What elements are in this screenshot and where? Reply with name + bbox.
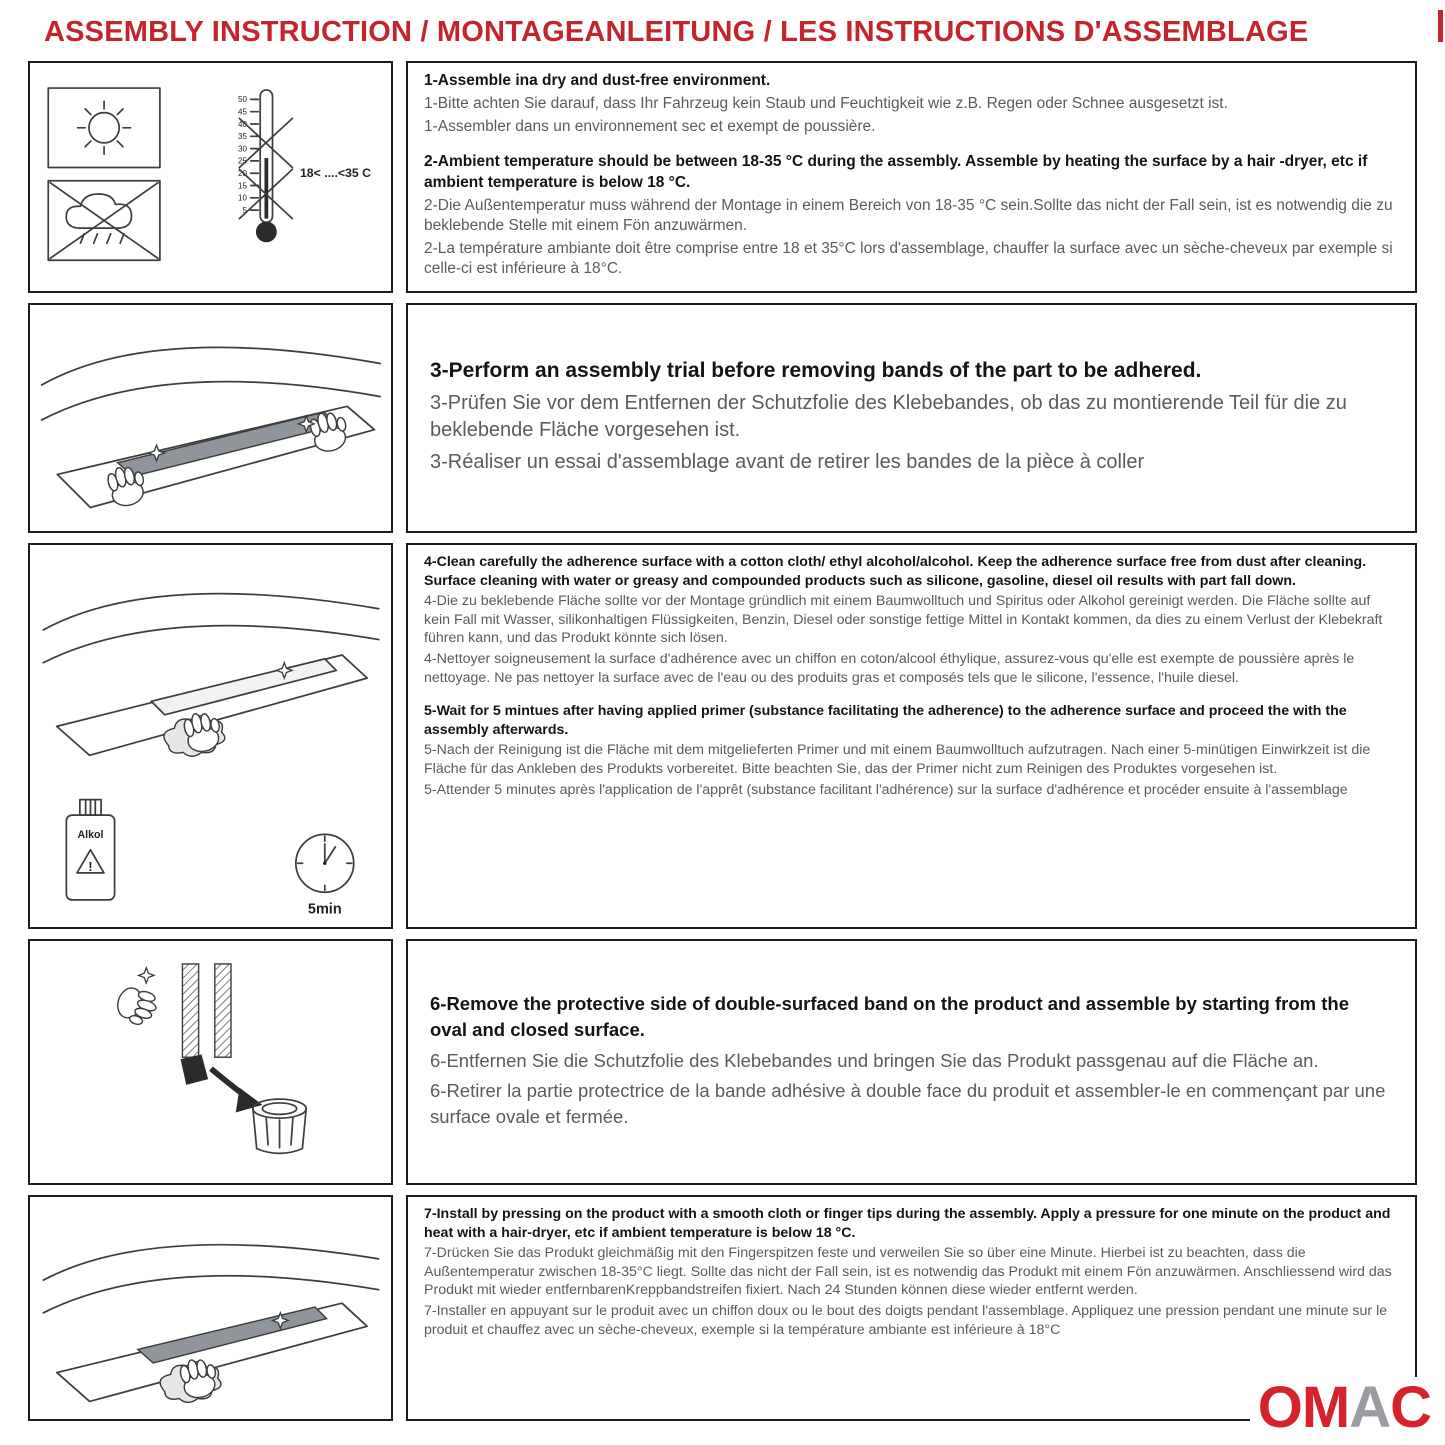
clock-icon — [295, 834, 353, 917]
illustration-box-peel — [28, 939, 393, 1185]
arrow-down-icon — [235, 1088, 262, 1113]
instruction-paragraph: 4-Clean carefully the adherence surface with a cotton cloth/ ethyl alcohol/alcohol. Keep the adherence surface free from dust after cleaning. Surface cleaning with water or greasy and compounded products such as silicone, gasoline, diesel oil results with part fall down. — [424, 554, 1367, 589]
section-row-environment — [28, 61, 1417, 293]
svg-text:50: 50 — [237, 95, 247, 105]
svg-text:30: 30 — [237, 144, 247, 154]
door-sill-trim — [137, 1307, 326, 1363]
instruction-text-steps-1-2 — [406, 61, 1417, 293]
header-accent-bar — [1438, 10, 1443, 42]
svg-text:40: 40 — [237, 119, 247, 129]
clock-label: 5min — [307, 901, 342, 918]
svg-text:5: 5 — [241, 205, 247, 215]
instruction-paragraph: 2-La température ambiante doit être comprise entre 18 et 35°C lors d'assemblage, chauffer la surface avec un sèche-cheveux par exemple si celle-ci est inférieure à 18°C. — [424, 239, 1393, 278]
instruction-paragraph: 7-Drücken Sie das Produkt gleichmäßig mit den Fingerspitzen feste und verweilen Sie so über eine Minute. Hierbei ist zu beachten, dass die Außentemperatur zwischen 18-35°C liegt. Sollte das nicht der Fall sein, ist es notwendig das Produkt mit einem Fön anzuwärmen. Anschliessend wird das Produkt mit wieder entfernbarenKreppbandstreifen fixiert. Nach 24 Stunden können diese wieder entfernt werden. — [424, 1245, 1392, 1299]
svg-text:15: 15 — [237, 181, 247, 191]
instruction-paragraph: 1-Assembler dans un environnement sec et exempt de poussière. — [424, 118, 876, 136]
instruction-text-steps-4-5 — [406, 543, 1417, 929]
instruction-paragraph: 3-Réaliser un essai d'assemblage avant de retirer les bandes de la pièce à coller — [430, 451, 1145, 474]
instruction-paragraph: 6-Entfernen Sie die Schutzfolie des Klebebandes und bringen Sie das Produkt passgenau auf die Fläche an. — [430, 1049, 1319, 1071]
instruction-paragraph: 3-Prüfen Sie vor dem Entfernen der Schutzfolie des Klebebandes, ob das zu montierende Teil für die zu beklebende Fläche vorgesehen ist. — [430, 392, 1347, 442]
instruction-text-step-6 — [406, 939, 1417, 1185]
svg-text:45: 45 — [237, 107, 247, 117]
section-row-trial — [28, 303, 1417, 533]
environment-illustration — [35, 71, 387, 283]
warning-exclamation: ! — [87, 860, 93, 874]
section-row-cleaning — [28, 543, 1417, 929]
instruction-paragraph: 6-Retirer la partie protectrice de la bande adhésive à double face du produit et assembler-le en commençant par une surface ovale et fermée. — [430, 1080, 1386, 1128]
cleaning-illustration — [36, 547, 386, 925]
peeling-hand-icon — [113, 984, 160, 1028]
adhesive-strips — [182, 964, 231, 1057]
door-sill-trial-illustration — [35, 311, 387, 525]
section-row-peel — [28, 939, 1417, 1185]
instruction-paragraph: 6-Remove the protective side of double-surfaced band on the product and assemble by starting from the oval and closed surface. — [430, 992, 1349, 1040]
instruction-paragraph: 2-Die Außentemperatur muss während der Montage in einem Bereich von 18-35 °C sein.Sollte das nicht der Fall sein, ist es notwendig die zu beklebende Stelle mit einem Fön anzuwärmen. — [424, 196, 1393, 234]
instruction-paragraph: 4-Nettoyer soigneusement la surface d'adhérence avec un chiffon en coton/alcool éthylique, assurez-vous qu'elle est exempte de poussière après le nettoyage. Ne pas nettoyer la surface avec de l'eau ou des produits gras et composés tels que le silicone, l'essence, l'huile diesel. — [424, 650, 1355, 686]
sun-icon — [48, 88, 160, 167]
instruction-paragraph: 5-Nach der Reinigung ist die Fläche mit dem mitgelieferten Primer und mit einem Baumwolltuch aufzutragen. Nach einer 5-minütigen Einwirkzeit ist die Fläche für das Ankleben des Produkts vorbereitet. Bitte beachten Sie, das der Primer nicht zum Reinigen des Produktes vorgesehen ist. — [424, 742, 1371, 777]
instruction-paragraph: 5-Wait for 5 mintues after having applied primer (substance facilitating the adherence) to the adherence surface and proceed the with the assembly afterwards. — [424, 703, 1347, 738]
instruction-paragraph: 7-Installer en appuyant sur le produit avec un chiffon doux ou le bout des doigts pendant l'assemblage. Appliquez une pression pendant une minute sur le produit et chauffez avec un sèche-cheveux, exemple si la température ambiante est inférieure à 18°C — [424, 1302, 1388, 1338]
instruction-paragraph: 4-Die zu beklebende Fläche sollte vor der Montage gründlich mit einem Baumwolltuch und Spiritus oder Alkohol gereinigt werden. Die Fläche sollte auf kein Fall mit Wasser, silikonhaltigen Flüssigkeiten, Benzin, Diesel oder sonstige fettige Mittel in Kontakt kommen, da dies zu einem Verlust der Klebekraft führen kann, und das Produkt könnte sich lösen. — [424, 593, 1383, 647]
illustration-box-cleaning — [28, 543, 393, 929]
alcohol-bottle-icon — [66, 800, 114, 900]
temperature-range-label: 18< ....<35 C — [299, 166, 371, 180]
page-title: ASSEMBLY INSTRUCTION / MONTAGEANLEITUNG / LES INSTRUCTIONS D'ASSEMBLAGE — [44, 16, 1309, 48]
peeled-band — [180, 1054, 208, 1084]
no-rain-icon — [48, 181, 160, 260]
instruction-paragraph: 7-Install by pressing on the product with a smooth cloth or finger tips during the assembly. Apply a pressure for one minute on the product and heat with a hair-dryer, etc if ambient temperature is below 18 °C. — [424, 1206, 1391, 1241]
peel-band-illustration — [36, 943, 386, 1181]
logo-letter-a: A — [1349, 1375, 1391, 1440]
section-row-press — [28, 1195, 1417, 1421]
svg-text:10: 10 — [237, 193, 247, 203]
svg-text:35: 35 — [237, 132, 247, 142]
instruction-paragraph: 3-Perform an assembly trial before removing bands of the part to be adhered. — [430, 358, 1202, 382]
svg-text:25: 25 — [237, 156, 247, 166]
omac-logo — [1250, 1377, 1431, 1439]
instruction-paragraph: 2-Ambient temperature should be between 18-35 °C during the assembly. Assemble by heating the surface by a hair -dryer, etc if ambient temperature is below 18 °C. — [424, 153, 1368, 191]
illustration-box-press — [28, 1195, 393, 1421]
illustration-box-trial — [28, 303, 393, 533]
illustration-box-environment — [28, 61, 393, 293]
logo-letter-c: C — [1390, 1375, 1431, 1440]
sparkle-icon — [138, 968, 153, 983]
instruction-text-step-3 — [406, 303, 1417, 533]
waste-bin-icon — [252, 1099, 305, 1153]
instruction-paragraph: 5-Attender 5 minutes après l'application de l'apprêt (substance facilitant l'adhérence) sur la surface d'adhérence et procéder ensuite à l'assemblage — [424, 781, 1348, 798]
logo-letters-om: OM — [1257, 1375, 1350, 1440]
bottle-label: Alkol — [77, 829, 103, 842]
instruction-paragraph: 1-Assemble ina dry and dust-free environment. — [424, 72, 771, 89]
svg-text:20: 20 — [237, 169, 247, 179]
instruction-paragraph: 1-Bitte achten Sie darauf, dass Ihr Fahrzeug kein Staub und Feuchtigkeit wie z.B. Regen oder Schnee ausgesetzt ist. — [424, 95, 1228, 113]
thermometer-icon — [238, 90, 371, 242]
press-illustration — [35, 1203, 387, 1413]
